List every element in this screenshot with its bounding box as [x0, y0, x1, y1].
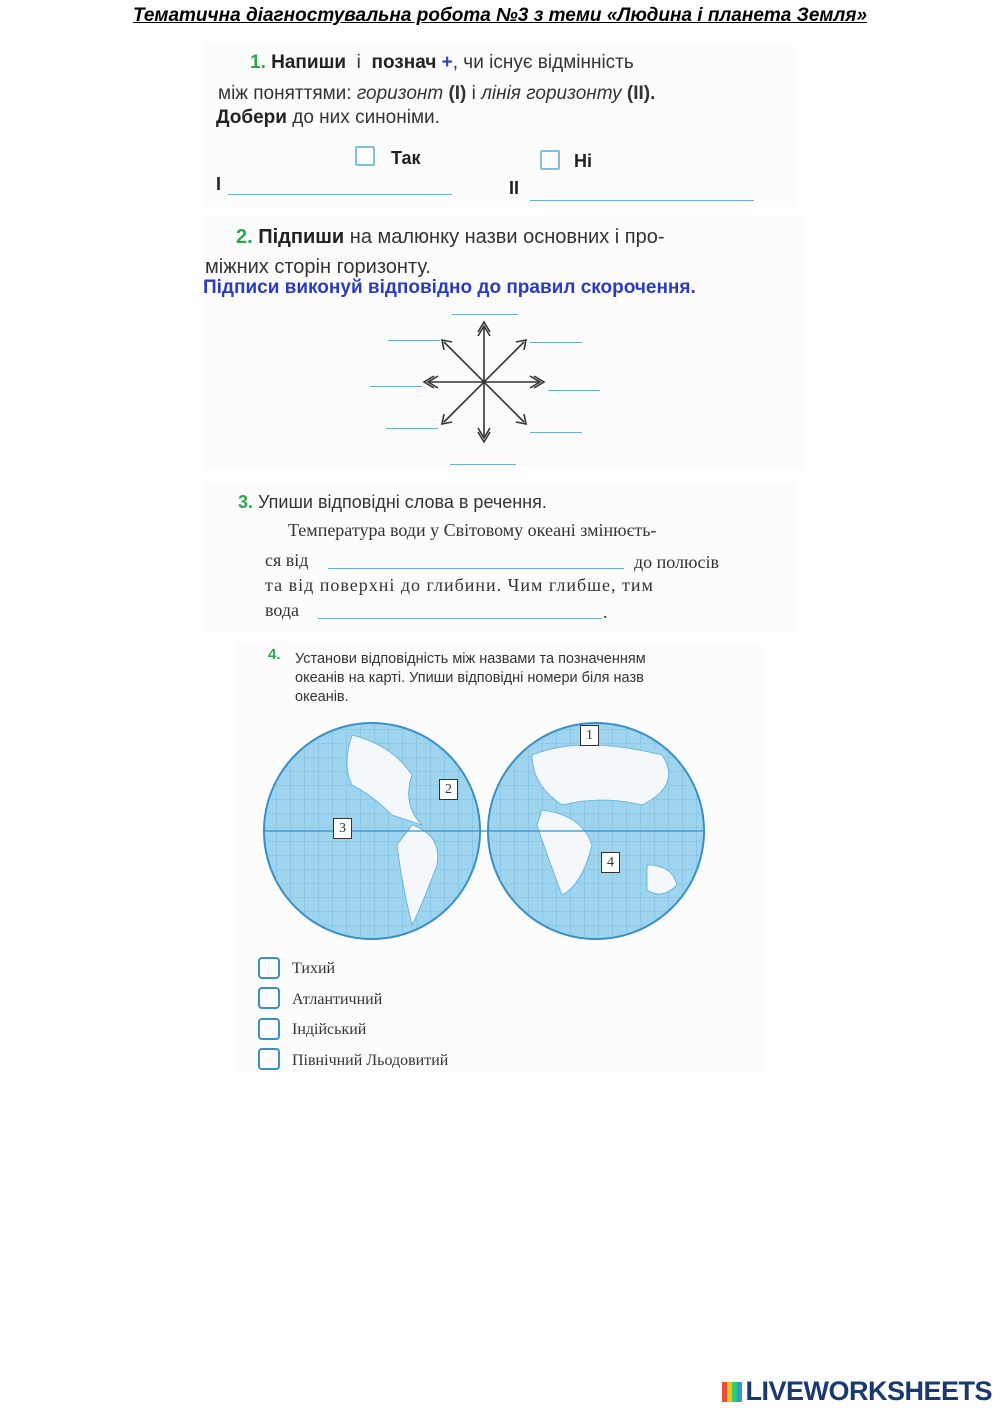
blank-water-input[interactable] — [318, 602, 602, 619]
task3-s2b: до полюсів — [634, 552, 719, 572]
label-east-input[interactable] — [548, 380, 600, 391]
task1-verb2: познач — [371, 52, 437, 73]
map-marker-2: 2 — [439, 779, 458, 800]
task3-period: . — [603, 602, 608, 622]
t1-mark1: (І) — [448, 83, 467, 104]
task4-line2: океанів на карті. Упиши відповідні номери біля назв — [295, 670, 644, 686]
t1-term1: горизонт — [356, 83, 444, 104]
task4-number: 4. — [268, 646, 281, 663]
world-map-hemispheres — [262, 715, 708, 947]
label-north-input[interactable] — [452, 304, 518, 315]
task1-line3 — [216, 107, 440, 129]
task3-sentence1: Температура води у Світовому океані змінюєть- — [288, 520, 657, 540]
task4-line3: океанів. — [295, 689, 349, 705]
task1-line1 — [250, 52, 634, 74]
task3-heading: Упиши відповідні слова в речення. — [258, 492, 547, 512]
map-marker-4: 4 — [601, 852, 620, 873]
task1-line2 — [218, 83, 655, 105]
no-checkbox[interactable] — [540, 150, 560, 170]
liveworksheets-logo — [722, 1376, 992, 1407]
task3-s2a: ся від — [265, 550, 309, 570]
task2-line2: міжних сторін горизонту. — [205, 256, 431, 278]
task2-number: 2. — [236, 226, 253, 248]
task1-number: 1. — [250, 52, 266, 73]
label-northeast-input[interactable] — [530, 332, 582, 343]
yes-label: Так — [391, 148, 421, 168]
indian-answer-box[interactable] — [258, 1018, 280, 1040]
task1-and: і — [356, 52, 361, 73]
arctic-answer-box[interactable] — [258, 1048, 280, 1070]
ocean-atlantic-label: Атлантичний — [292, 991, 383, 1008]
t1-term2: лінія горизонту — [481, 83, 622, 104]
task3-s4: вода — [265, 600, 300, 620]
synonym2-label: ІІ — [509, 178, 520, 198]
t1-bold3: Добери — [216, 107, 287, 128]
label-west-input[interactable] — [370, 376, 422, 387]
task1-verb1: Напиши — [271, 52, 347, 73]
ocean-indian-label: Індійський — [292, 1021, 367, 1038]
ocean-arctic-label: Північний Льодовитий — [292, 1052, 449, 1069]
task4-line1: Установи відповідність між назвами та позначенням — [295, 651, 646, 667]
yes-checkbox[interactable] — [355, 146, 375, 166]
t1-and2: і — [471, 83, 476, 104]
t1-a: між поняттями: — [218, 83, 352, 104]
task3-sentence3: та від поверхні до глибини. Чим глибше, тим — [265, 575, 654, 595]
task3-heading-row — [238, 492, 547, 513]
t2-rest1: на малюнку назви основних і про- — [349, 226, 665, 248]
task1-rest1: , чи існує відмінність — [452, 52, 634, 73]
t2-bold: Підпиши — [258, 226, 345, 248]
label-southeast-input[interactable] — [530, 422, 582, 433]
no-label: Ні — [574, 151, 592, 171]
t1-rest3: до них синоніми. — [292, 107, 440, 128]
map-marker-1: 1 — [580, 725, 599, 746]
task2-note: Підписи виконуй відповідно до правил скорочення. — [203, 277, 696, 298]
label-northwest-input[interactable] — [388, 330, 440, 341]
pacific-answer-box[interactable] — [258, 957, 280, 979]
t1-mark2: (ІІ). — [626, 83, 656, 104]
label-southwest-input[interactable] — [386, 418, 438, 429]
logo-icon — [722, 1382, 742, 1402]
label-south-input[interactable] — [450, 454, 516, 465]
logo-text: LIVEWORKSHEETS — [745, 1376, 992, 1406]
synonym1-input[interactable] — [228, 178, 452, 195]
task2-line1 — [236, 226, 665, 249]
ocean-pacific-label: Тихий — [292, 960, 336, 977]
map-marker-3: 3 — [333, 818, 352, 839]
synonym2-input[interactable] — [530, 184, 754, 201]
plus-sign: + — [441, 52, 453, 73]
blank-from-input[interactable] — [328, 552, 624, 569]
atlantic-answer-box[interactable] — [258, 987, 280, 1009]
worksheet-title: Тематична діагностувальна робота №3 з теми «Людина і планета Земля» — [132, 5, 868, 26]
task3-number: 3. — [238, 492, 254, 512]
synonym1-label: І — [216, 174, 222, 194]
